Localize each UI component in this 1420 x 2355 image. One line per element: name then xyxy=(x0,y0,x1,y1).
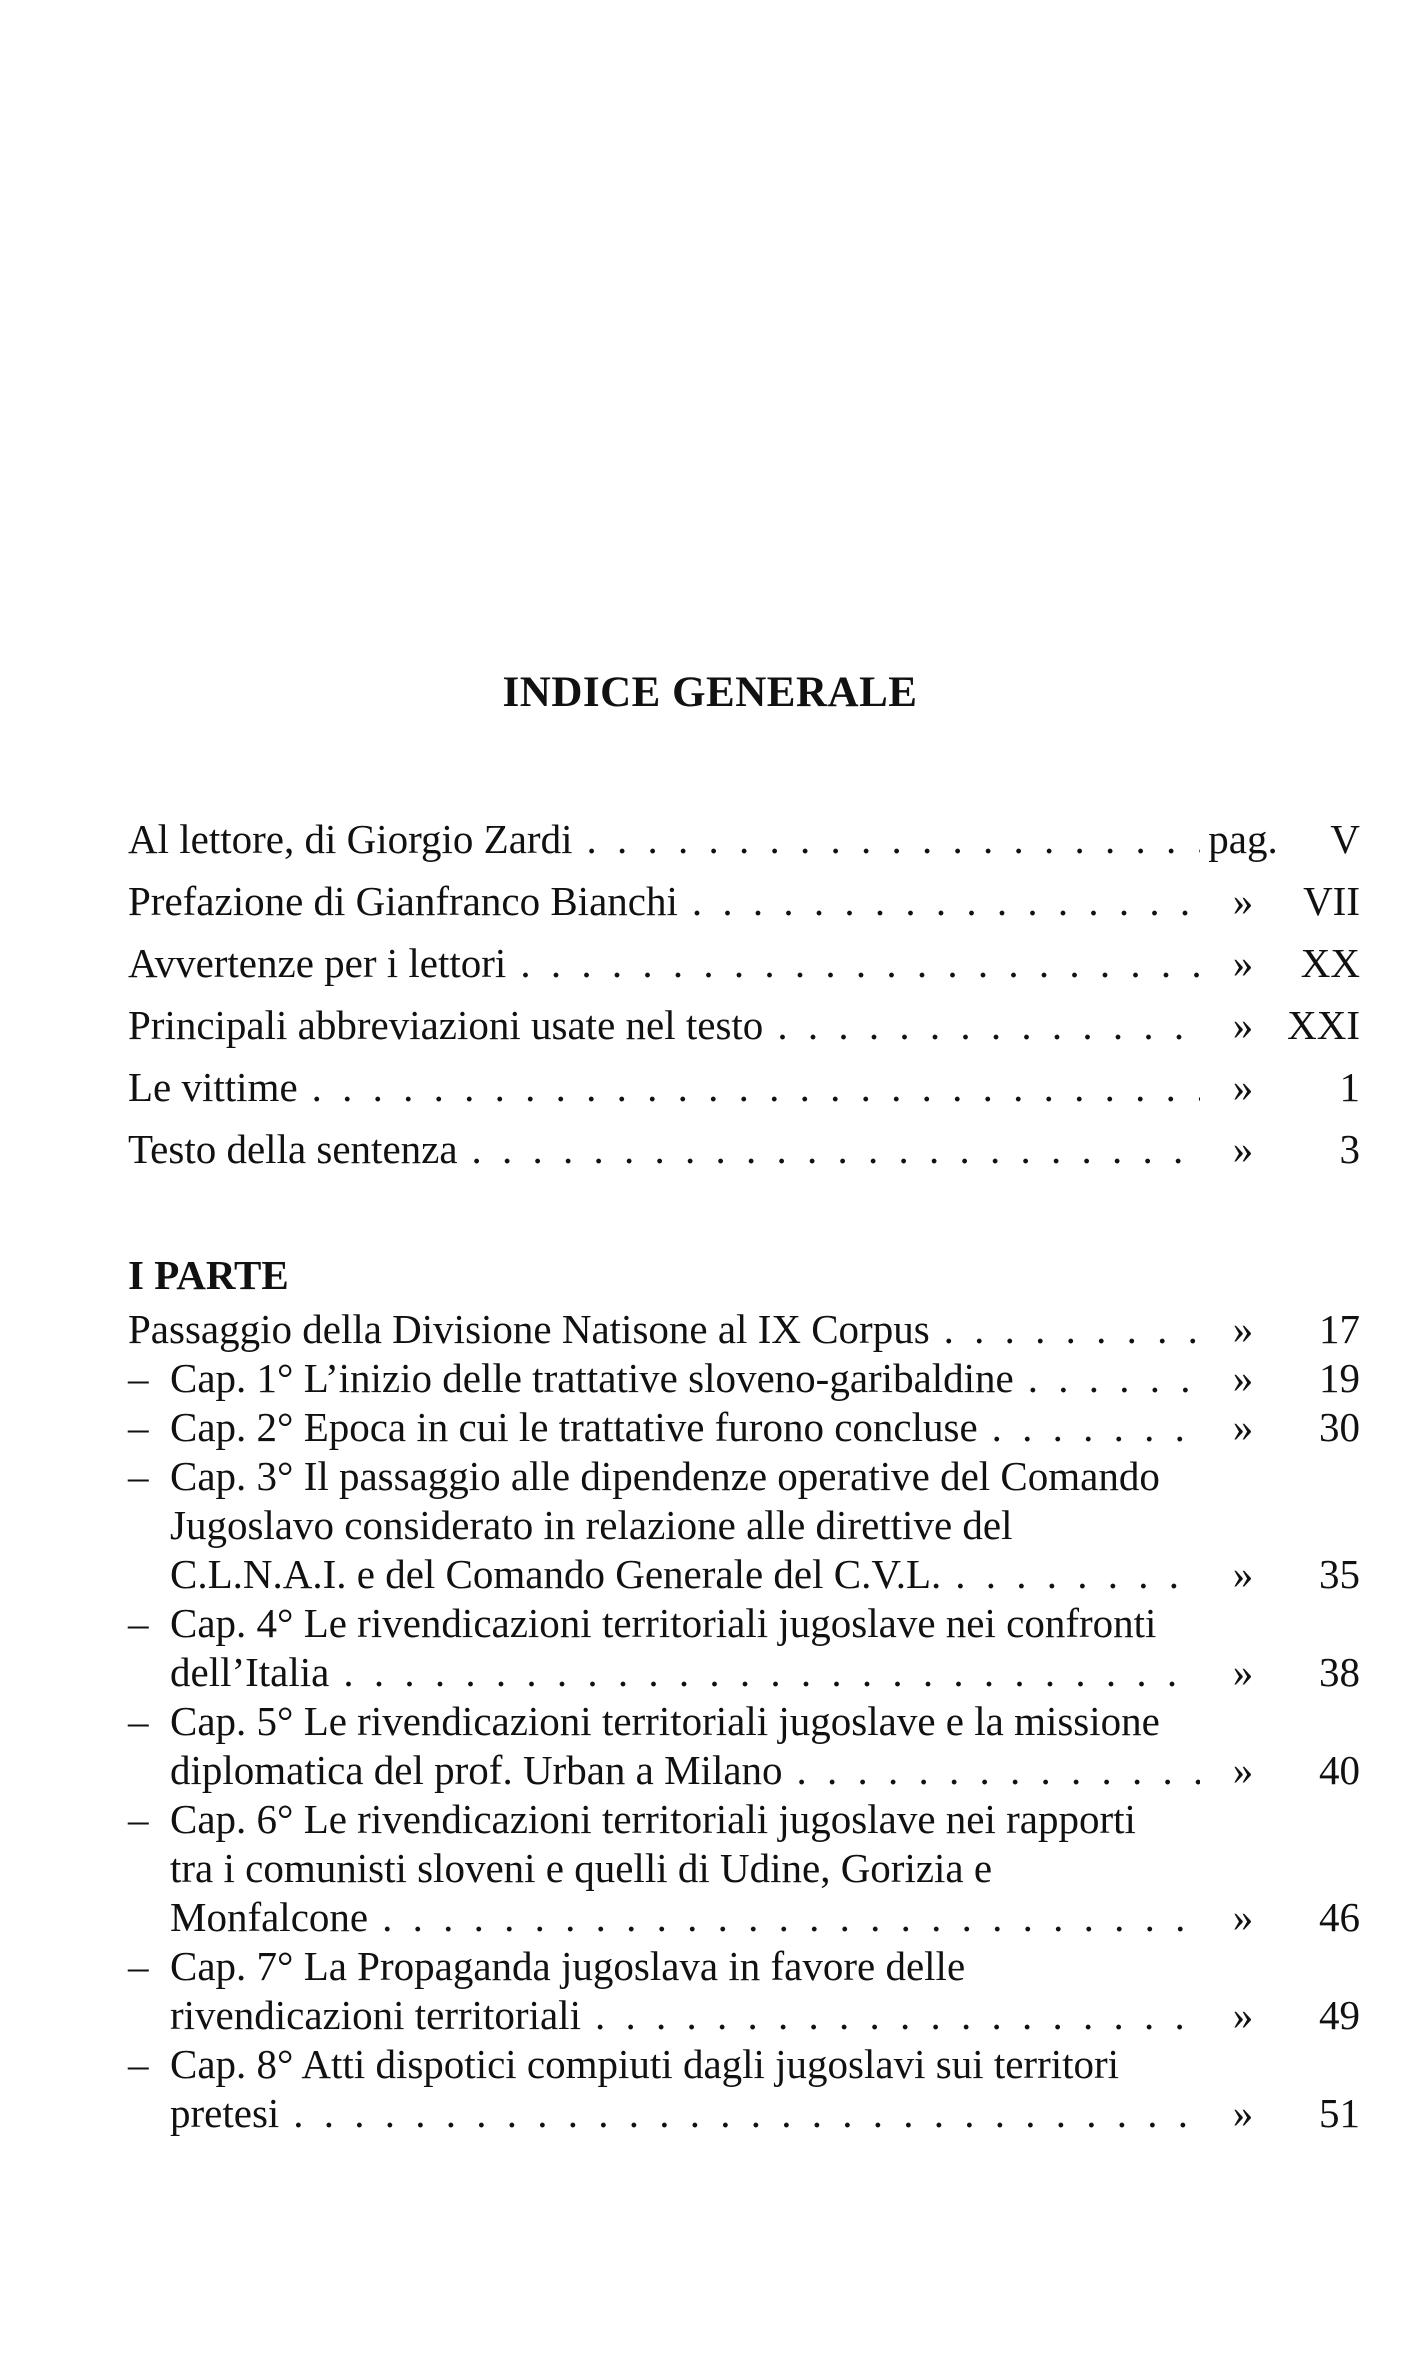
page-number: 38 xyxy=(1319,1649,1360,1695)
page-ref: » xyxy=(1232,1747,1254,1793)
page-ref: » xyxy=(1232,1649,1254,1695)
toc-label xyxy=(128,1354,1014,1403)
page-number: 30 xyxy=(1319,1404,1360,1450)
page-ref: » xyxy=(1232,878,1254,924)
toc-entry-line xyxy=(128,1697,1360,1746)
dot-leader xyxy=(692,870,1200,932)
toc-row xyxy=(128,1056,1360,1118)
page-number: 51 xyxy=(1319,2090,1360,2136)
toc-label xyxy=(128,1403,978,1452)
page-number: XX xyxy=(1300,940,1360,986)
toc-label: Le vittime xyxy=(128,1064,298,1110)
toc-entry-text: pretesi xyxy=(170,2090,280,2136)
page-number: 17 xyxy=(1319,1306,1360,1352)
toc-row xyxy=(128,1746,1360,1795)
toc-label: Testo della sentenza xyxy=(128,1126,458,1172)
toc-entry-text: Monfalcone xyxy=(170,1894,369,1940)
entry-dash: – xyxy=(128,1796,149,1842)
part-heading: I PARTE xyxy=(128,1252,289,1298)
dot-leader xyxy=(343,1648,1200,1697)
toc-row xyxy=(128,1118,1360,1180)
part-one-list xyxy=(128,1305,1360,2138)
toc-entry xyxy=(128,2040,1360,2138)
toc-label: Al lettore, di Giorgio Zardi xyxy=(128,816,573,862)
page-number: XXI xyxy=(1287,1002,1360,1048)
dot-leader xyxy=(944,1305,1200,1354)
page-ref: » xyxy=(1232,2090,1254,2136)
toc-entry-text: Cap. 5° Le rivendicazioni territoriali jugoslave e la missione xyxy=(170,1698,1160,1744)
toc-label: Prefazione di Gianfranco Bianchi xyxy=(128,878,678,924)
entry-dash: – xyxy=(128,1355,149,1401)
toc-label xyxy=(170,1648,329,1697)
dot-leader xyxy=(293,2089,1200,2138)
toc-label xyxy=(170,1991,581,2040)
toc-row xyxy=(128,1403,1360,1452)
page-ref: » xyxy=(1232,1404,1254,1450)
toc-row xyxy=(128,2089,1360,2138)
toc-label xyxy=(170,2089,279,2138)
page-number: V xyxy=(1330,816,1360,862)
page-number: 40 xyxy=(1319,1747,1360,1793)
toc-entry-text: rivendicazioni territoriali xyxy=(170,1992,581,2038)
toc-entry xyxy=(128,1452,1360,1599)
page-ref: » xyxy=(1232,1894,1254,1940)
dot-leader xyxy=(1028,1354,1200,1403)
dot-leader xyxy=(955,1550,1200,1599)
toc-entry xyxy=(128,1599,1360,1697)
toc-entry xyxy=(128,1795,1360,1942)
page-ref: » xyxy=(1232,1355,1254,1401)
toc-entry-line xyxy=(128,1942,1360,1991)
toc-entry-text: Cap. 4° Le rivendicazioni territoriali jugoslave nei confronti xyxy=(170,1600,1157,1646)
toc-entry xyxy=(128,1305,1360,1354)
dot-leader xyxy=(312,1056,1200,1118)
page-ref: pag. xyxy=(1208,816,1278,862)
toc-row xyxy=(128,932,1360,994)
dot-leader xyxy=(586,808,1200,870)
toc-entry-line xyxy=(128,1599,1360,1648)
dot-leader xyxy=(992,1403,1200,1452)
toc-row xyxy=(128,994,1360,1056)
toc-row xyxy=(128,1305,1360,1354)
dot-leader xyxy=(382,1893,1200,1942)
toc-row xyxy=(128,1991,1360,2040)
toc-row xyxy=(128,1893,1360,1942)
toc-entry-text: C.L.N.A.I. e del Comando Generale del C.V.L. xyxy=(170,1551,942,1597)
toc-entry-line xyxy=(128,1844,1360,1893)
page-number: 35 xyxy=(1319,1551,1360,1597)
toc-entry xyxy=(128,1942,1360,2040)
toc-entry-line xyxy=(128,1501,1360,1550)
entry-dash: – xyxy=(128,1600,149,1646)
page-ref: » xyxy=(1232,1126,1254,1172)
toc-label xyxy=(128,1305,930,1354)
toc-entry xyxy=(128,1403,1360,1452)
entry-dash: – xyxy=(128,1404,149,1450)
toc-entry-line xyxy=(128,2040,1360,2089)
toc-row xyxy=(128,1550,1360,1599)
page-ref: » xyxy=(1232,1551,1254,1597)
toc-row xyxy=(128,870,1360,932)
toc-entry-text: Cap. 8° Atti dispotici compiuti dagli jugoslavi sui territori xyxy=(170,2041,1120,2087)
index-title: INDICE GENERALE xyxy=(502,669,918,716)
toc-label xyxy=(170,1746,783,1795)
dot-leader xyxy=(520,932,1200,994)
toc-entry-text: Cap. 1° L’inizio delle trattative sloveno-garibaldine xyxy=(170,1355,1014,1401)
toc-label: Avvertenze per i lettori xyxy=(128,940,507,986)
toc-entry-text: Cap. 6° Le rivendicazioni territoriali jugoslave nei rapporti xyxy=(170,1796,1136,1842)
page-ref: » xyxy=(1232,1992,1254,2038)
toc-label xyxy=(170,1893,368,1942)
toc-row xyxy=(128,1354,1360,1403)
page-number: VII xyxy=(1303,878,1360,924)
toc-label xyxy=(170,1550,941,1599)
page-number: 3 xyxy=(1339,1126,1360,1172)
toc-entry-text: diplomatica del prof. Urban a Milano xyxy=(170,1747,783,1793)
toc-entry-text: tra i comunisti sloveni e quelli di Udine, Gorizia e xyxy=(170,1845,993,1891)
page-number: 49 xyxy=(1319,1992,1360,2038)
toc-entry xyxy=(128,1354,1360,1403)
toc-label: Principali abbreviazioni usate nel testo xyxy=(128,1002,764,1048)
dot-leader xyxy=(472,1118,1200,1180)
entry-dash: – xyxy=(128,1943,149,1989)
entry-dash: – xyxy=(128,1453,149,1499)
entry-dash: – xyxy=(128,1698,149,1744)
toc-entry-text: Cap. 7° La Propaganda jugoslava in favore delle xyxy=(170,1943,966,1989)
dot-leader xyxy=(777,994,1200,1056)
toc-row xyxy=(128,808,1360,870)
page-number: 46 xyxy=(1319,1894,1360,1940)
page-ref: » xyxy=(1232,1064,1254,1110)
front-matter-list xyxy=(128,808,1360,1180)
toc-entry-text: Jugoslavo considerato in relazione alle direttive del xyxy=(170,1502,1013,1548)
toc-row xyxy=(128,1648,1360,1697)
page-ref: » xyxy=(1232,940,1254,986)
toc-entry-text: dell’Italia xyxy=(170,1649,330,1695)
page-number: 19 xyxy=(1319,1355,1360,1401)
toc-entry xyxy=(128,1697,1360,1795)
toc-entry-text: Passaggio della Divisione Natisone al IX Corpus xyxy=(128,1306,930,1352)
page-ref: » xyxy=(1232,1306,1254,1352)
toc-entry-text: Cap. 3° Il passaggio alle dipendenze operative del Comando xyxy=(170,1453,1160,1499)
page-number: 1 xyxy=(1339,1064,1360,1110)
toc-entry-text: Cap. 2° Epoca in cui le trattative furono concluse xyxy=(170,1404,978,1450)
page-ref: » xyxy=(1232,1002,1254,1048)
entry-dash: – xyxy=(128,2041,149,2087)
toc-entry-line xyxy=(128,1452,1360,1501)
dot-leader xyxy=(797,1746,1200,1795)
toc-entry-line xyxy=(128,1795,1360,1844)
dot-leader xyxy=(595,1991,1200,2040)
